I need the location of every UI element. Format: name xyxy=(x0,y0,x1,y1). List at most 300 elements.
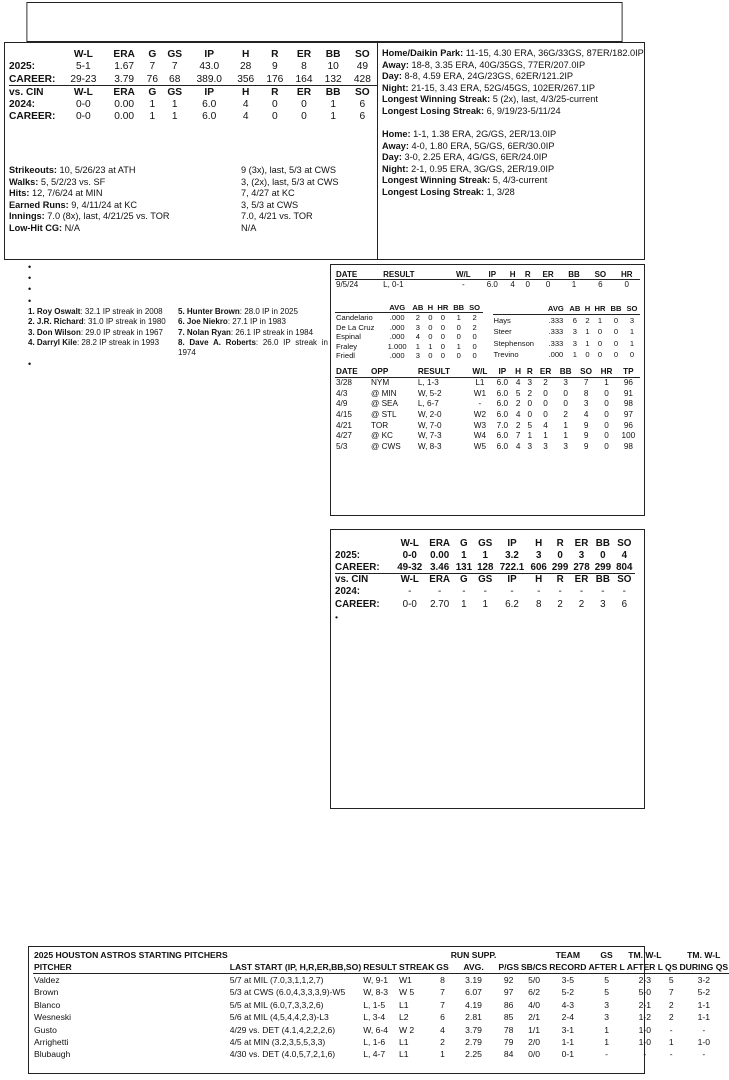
table-cell: 3.2 xyxy=(505,549,519,561)
table-cell: 1 xyxy=(440,1049,445,1060)
table-cell: 4/21 xyxy=(336,420,352,430)
table-cell: 0 xyxy=(563,388,568,398)
table-cell: 9/5/24 xyxy=(336,280,359,290)
table-cell: 1 xyxy=(668,1036,674,1047)
career-high-item: Walks: 5, 5/2/23 vs. SF xyxy=(9,176,106,187)
table-cell: ERA xyxy=(429,574,450,586)
table-cell: .000 xyxy=(389,313,405,323)
table-cell: 28 xyxy=(240,61,252,73)
table-cell xyxy=(335,537,393,549)
dbd-row xyxy=(335,399,640,410)
table-cell: 6/2 xyxy=(528,987,541,998)
table-cell: 7 xyxy=(668,987,674,998)
table-cell: H xyxy=(535,537,543,549)
table-cell: 176 xyxy=(260,73,289,86)
table-cell: AB xyxy=(567,303,583,315)
table-cell: 1 xyxy=(428,341,433,351)
table-cell: BB xyxy=(325,86,341,98)
table-cell: 2 xyxy=(527,388,533,398)
career-high-label: Earned Runs: xyxy=(9,199,69,210)
table-cell: 0 xyxy=(597,350,603,360)
table-cell: IP xyxy=(507,574,517,586)
dbd-row xyxy=(335,420,640,431)
table-cell: 278 xyxy=(571,561,592,573)
table-cell: Hays xyxy=(493,316,511,326)
table-cell: - xyxy=(408,586,412,598)
table-cell: Fraley xyxy=(336,341,358,351)
table-cell: 4/3 xyxy=(336,388,348,398)
table-cell: 76 xyxy=(143,73,162,86)
table-cell: AVG xyxy=(545,303,567,315)
table-cell: 2 xyxy=(472,313,477,323)
table-cell: 96 xyxy=(623,420,633,430)
table-cell: 2.81 xyxy=(465,1012,482,1023)
rotation-panel xyxy=(28,946,729,1074)
table-cell: 0-0 xyxy=(75,98,91,110)
table-cell: 3-5 xyxy=(561,975,575,986)
table-cell: HR xyxy=(614,270,640,280)
table-cell xyxy=(398,949,435,961)
table-cell: 96 xyxy=(623,378,633,388)
table-cell: TOR xyxy=(371,420,389,430)
table-cell: 1 xyxy=(330,111,336,123)
table-cell: 0 xyxy=(272,98,278,110)
table-cell: 0 xyxy=(604,409,609,419)
table-cell: vs. CIN xyxy=(335,574,369,586)
table-cell: 0 xyxy=(604,420,609,430)
table-cell: G xyxy=(460,574,468,586)
table-cell: IP xyxy=(507,537,517,549)
table-cell: 6 xyxy=(359,98,366,110)
table-cell: 1 xyxy=(456,341,461,351)
table-cell: 1.67 xyxy=(114,61,135,73)
table-cell: 2-3 xyxy=(638,975,652,986)
table-cell: RECORD xyxy=(549,962,587,973)
table-cell: TM. W-L xyxy=(687,950,721,961)
table-cell: 0/0 xyxy=(528,1049,541,1060)
table-cell: 6 xyxy=(572,316,577,326)
dbd-row xyxy=(335,388,640,399)
table-cell: 4.19 xyxy=(465,999,482,1010)
dbd-row xyxy=(335,409,640,420)
table-cell: R xyxy=(556,574,564,586)
career-high-item: Hits: 12, 7/6/24 at MIN xyxy=(9,188,103,198)
table-cell: ER xyxy=(574,537,589,549)
vs-cin-row xyxy=(9,111,377,124)
table-cell: GS xyxy=(436,962,449,973)
note-bullet: • xyxy=(28,284,32,295)
table-cell: W, 2-0 xyxy=(417,409,442,419)
table-cell: L, 1-6 xyxy=(363,1036,386,1047)
table-cell: 0 xyxy=(428,313,433,323)
table-cell: - xyxy=(438,586,442,598)
split-label: Longest Losing Streak: xyxy=(382,186,485,197)
table-cell: R xyxy=(520,270,535,280)
table-cell: 4 xyxy=(510,280,515,290)
split-item: Day: 8-8, 4.59 ERA, 24G/23GS, 62ER/121.2IP xyxy=(382,71,574,81)
table-cell: 0 xyxy=(585,350,590,360)
notes-column xyxy=(28,262,328,370)
table-cell: Trevino xyxy=(493,350,519,360)
table-cell: .333 xyxy=(548,316,564,326)
streak-name: Darryl Kile xyxy=(36,338,77,348)
dbd-row xyxy=(335,441,640,452)
table-cell xyxy=(435,949,449,961)
table-cell: 4/27 xyxy=(336,431,352,441)
table-cell: 5/6 at MIL (4,5,4,4,2,3)-L3 xyxy=(229,1012,329,1023)
table-cell: GS xyxy=(167,86,183,98)
stats-row xyxy=(9,73,377,86)
hunter-brown-stats-panel xyxy=(4,42,645,260)
table-cell: ER xyxy=(535,270,561,280)
table-cell: 3.79 xyxy=(106,73,143,86)
table-cell: 0 xyxy=(604,388,609,398)
table-cell: 804 xyxy=(614,561,635,573)
table-cell: ER xyxy=(536,367,556,378)
table-cell: - xyxy=(510,586,514,598)
table-cell: 5-0 xyxy=(638,987,652,998)
table-cell: 1-0 xyxy=(638,1036,652,1047)
stats-row xyxy=(9,61,377,74)
streak-rank: 3. xyxy=(28,327,37,337)
table-cell: 0 xyxy=(613,327,619,337)
table-cell: .000 xyxy=(548,350,564,360)
table-cell: 100 xyxy=(621,431,636,441)
table-cell: 9 xyxy=(272,61,278,73)
table-cell: 1 xyxy=(149,111,156,123)
table-cell: OPP xyxy=(370,367,417,378)
table-cell: Valdez xyxy=(34,975,60,986)
table-cell: 7 xyxy=(440,987,445,998)
streak-entry: 4. Darryl Kile: 28.2 IP streak in 1993 xyxy=(28,338,160,348)
table-cell: 0.00 xyxy=(430,549,450,561)
split-item: Longest Winning Streak: 5 (2x), last, 4/3/25-current xyxy=(382,94,598,104)
streak-row xyxy=(28,307,328,317)
streak-entry: 2. J.R. Richard: 31.0 IP streak in 1980 xyxy=(28,317,166,327)
table-cell: 0 xyxy=(527,409,533,419)
vs-cin-row xyxy=(9,98,377,111)
season-high-item: 7.0, 4/21 vs. TOR xyxy=(241,211,313,221)
table-cell: .000 xyxy=(389,332,405,342)
table-cell: W 2 xyxy=(398,1024,415,1035)
table-cell: Wesneski xyxy=(34,1012,72,1023)
table-cell: 5-2 xyxy=(561,987,575,998)
table-cell: SB/CS xyxy=(520,962,548,973)
table-cell: W, 8-3 xyxy=(417,441,442,451)
table-cell: 0 xyxy=(563,399,568,409)
table-cell: 0 xyxy=(613,316,619,326)
table-cell: 98 xyxy=(623,399,633,409)
hitter-row xyxy=(335,322,483,332)
table-cell: L, 1-5 xyxy=(363,999,386,1010)
split-label: Longest Winning Streak: xyxy=(382,94,491,104)
table-cell: 84 xyxy=(503,1049,514,1060)
table-cell: 2.70 xyxy=(430,598,450,610)
mcc-header-row xyxy=(335,537,635,549)
table-cell: 2 xyxy=(585,316,590,326)
table-cell: - xyxy=(669,1049,673,1060)
table-cell: 1-1 xyxy=(561,1036,575,1047)
table-cell: GS xyxy=(478,537,493,549)
table-cell: De La Cruz xyxy=(336,322,375,332)
streak-name: Don Wilson xyxy=(36,327,81,337)
table-cell: 2025 HOUSTON ASTROS STARTING PITCHERS xyxy=(34,950,228,961)
streak-entry: 5. Hunter Brown: 28.0 IP in 2025 xyxy=(178,306,298,316)
table-cell: 0-0 xyxy=(402,598,417,610)
table-cell: 0 xyxy=(440,322,445,332)
table-cell: W2 xyxy=(473,409,487,419)
table-cell: 299 xyxy=(549,561,570,573)
table-cell: 0 xyxy=(527,399,533,409)
career-high-item: Low-Hit CG: N/A xyxy=(9,222,80,233)
mcc-vs-header-row xyxy=(335,574,635,586)
table-cell: IP xyxy=(204,86,215,98)
table-cell: P/GS xyxy=(498,962,519,973)
split-label: Away: xyxy=(382,59,409,70)
table-cell: BB xyxy=(555,367,575,378)
split-label: Longest Winning Streak: xyxy=(382,175,491,185)
table-cell: DURING QS xyxy=(679,962,729,973)
table-cell: 0 xyxy=(428,332,433,342)
table-cell: 3 xyxy=(604,999,609,1010)
streak-rank: 2. xyxy=(28,317,37,327)
streak-entry: 3. Don Wilson: 29.0 IP streak in 1967 xyxy=(28,327,163,337)
table-cell: 1 xyxy=(629,327,635,337)
rotation-row xyxy=(33,974,729,986)
table-cell: GS xyxy=(478,574,493,586)
hitter-row xyxy=(335,342,483,352)
table-cell: 1 xyxy=(482,598,488,610)
table-cell: 1 xyxy=(482,549,488,561)
table-cell: 3 xyxy=(527,378,533,388)
table-cell: 1.000 xyxy=(387,341,407,351)
table-cell: 0 xyxy=(597,327,603,337)
table-cell: 2025: xyxy=(335,549,361,561)
table-cell: 0 xyxy=(613,350,619,360)
table-cell: 0 xyxy=(440,341,445,351)
table-cell: DATE xyxy=(335,270,382,280)
table-cell: BB xyxy=(608,303,624,315)
table-cell: 0 xyxy=(597,338,603,348)
table-cell: R xyxy=(271,48,279,60)
table-cell: 1 xyxy=(563,431,568,441)
table-cell: 6.0 xyxy=(202,98,217,110)
table-cell: AVG xyxy=(384,303,410,313)
table-cell: 3 xyxy=(543,441,548,451)
table-cell: 7 xyxy=(583,378,589,388)
table-cell: 6.07 xyxy=(465,987,482,998)
table-cell: W-L xyxy=(400,574,419,586)
streak-entry: 1. Roy Oswalt: 32.1 IP streak in 2008 xyxy=(28,306,163,316)
career-high-item: Strikeouts: 10, 5/26/23 at ATH xyxy=(9,165,136,175)
divider xyxy=(377,43,378,259)
mcc-vs-row xyxy=(335,586,635,598)
table-cell: RESULT xyxy=(417,367,467,378)
split-label: Night: xyxy=(382,163,409,174)
hitter-row xyxy=(335,351,483,361)
table-cell: L1 xyxy=(398,999,409,1010)
table-cell: L, 1-3 xyxy=(417,378,439,388)
table-cell: @ MIN xyxy=(371,388,397,398)
table-cell: 0 xyxy=(440,351,445,361)
table-cell: 6.0 xyxy=(486,280,498,290)
table-cell: 0-0 xyxy=(402,549,417,561)
streak-rank: 6. xyxy=(178,317,187,327)
table-cell: 4 xyxy=(621,549,628,561)
mccullers-bullet: • xyxy=(335,612,339,623)
table-cell: 3 xyxy=(563,441,568,451)
table-cell: TP xyxy=(617,367,640,378)
note-bullet: • xyxy=(28,358,32,369)
table-cell xyxy=(229,949,362,961)
table-cell: L1 xyxy=(475,378,485,388)
table-cell: 3 xyxy=(572,338,577,348)
streak-row xyxy=(28,317,328,327)
dbd-header-row xyxy=(335,367,640,378)
table-cell: G xyxy=(460,537,468,549)
table-cell: L, 4-7 xyxy=(363,1049,386,1060)
table-cell: 1 xyxy=(527,431,533,441)
table-cell: - xyxy=(462,586,466,598)
season-high-item: N/A xyxy=(241,222,257,233)
table-cell: AFTER L xyxy=(588,962,625,973)
table-cell xyxy=(335,303,384,313)
table-cell: 3 xyxy=(415,322,421,332)
table-cell: 68 xyxy=(162,73,187,86)
table-cell: 43.0 xyxy=(199,61,220,73)
table-cell: 2 xyxy=(472,322,477,332)
table-cell: W, 5-2 xyxy=(417,388,442,398)
table-cell: R xyxy=(556,537,564,549)
rotation-header-row xyxy=(33,961,729,973)
table-cell: 3-1 xyxy=(561,1024,575,1035)
table-cell: RESULT xyxy=(363,962,397,973)
hitter-row xyxy=(493,326,641,338)
table-cell: 6 xyxy=(440,1012,445,1023)
table-cell: 722.1 xyxy=(496,561,528,573)
table-cell: 3 xyxy=(600,598,606,610)
table-cell: 1-1 xyxy=(697,1012,710,1023)
table-cell: ERA xyxy=(429,537,450,549)
table-cell: 9 xyxy=(583,420,589,430)
table-cell: - xyxy=(605,1049,609,1060)
table-cell: 1-0 xyxy=(697,1036,710,1047)
table-cell: PITCHER xyxy=(33,961,229,973)
table-cell: Arrighetti xyxy=(34,1036,69,1047)
rotation-row xyxy=(33,1023,729,1035)
table-cell: 4 xyxy=(583,409,589,419)
hitter-row xyxy=(335,332,483,342)
table-cell: 0 xyxy=(301,111,307,123)
career-misc-right xyxy=(241,165,381,234)
brown-vs-reds-table xyxy=(335,270,640,289)
season-high-item: 3, 5/3 at CWS xyxy=(241,199,299,210)
table-cell: 3.46 xyxy=(426,561,453,573)
table-cell: W/L xyxy=(467,367,492,378)
streak-name: Joe Niekro xyxy=(186,317,228,327)
table-cell: W, 9-1 xyxy=(363,975,389,986)
table-cell: 4/9 xyxy=(336,399,348,409)
table-cell: 0 xyxy=(600,549,606,561)
table-cell: W 5 xyxy=(398,987,415,998)
season-stats-table xyxy=(9,48,377,123)
brown-vs-reds-panel xyxy=(330,264,645,516)
table-cell: ER xyxy=(296,48,312,60)
table-cell: - xyxy=(601,586,605,598)
table-cell: 6 xyxy=(598,280,603,290)
table-cell: 6.0 xyxy=(202,111,217,123)
streak-name: Hunter Brown xyxy=(186,306,240,316)
table-cell: H xyxy=(505,270,520,280)
table-cell: Brown xyxy=(34,987,59,998)
mcc-row xyxy=(335,561,635,573)
rotation-row xyxy=(33,1048,729,1060)
table-cell: - xyxy=(622,586,626,598)
table-cell: 606 xyxy=(528,561,549,573)
table-cell: ERA xyxy=(113,48,135,60)
table-cell: W-L xyxy=(400,537,419,549)
table-cell: 6.0 xyxy=(496,409,509,419)
table-cell: 49 xyxy=(356,61,369,73)
table-cell: 2 xyxy=(543,378,548,388)
table-cell: 0 xyxy=(272,111,278,123)
career-high-label: Walks: xyxy=(9,176,39,187)
streak-name: Nolan Ryan xyxy=(186,327,231,337)
dbd-row xyxy=(335,430,640,441)
table-cell: 7 xyxy=(149,61,156,73)
table-cell: 2 xyxy=(557,598,563,610)
table-cell: Stephenson xyxy=(493,338,535,348)
table-cell: L, 0-1 xyxy=(383,280,404,290)
table-cell: 5/7 at MIL (7.0,3,1,1,2,7) xyxy=(229,975,324,986)
table-cell: 79 xyxy=(503,1036,514,1047)
table-cell: 4/29 vs. DET (4.1,4,2,2,2,6) xyxy=(229,1024,336,1035)
table-cell: 1 xyxy=(604,378,609,388)
table-cell: 4 xyxy=(515,441,521,451)
career-high-label: Low-Hit CG: xyxy=(9,222,63,233)
split-item: Longest Winning Streak: 5, 4/3-current xyxy=(382,175,548,185)
table-cell: 0 xyxy=(440,332,445,342)
table-cell: ER xyxy=(296,86,312,98)
rotation-row xyxy=(33,999,729,1011)
table-cell: 4 xyxy=(515,378,521,388)
season-high-item: 3, (2x), last, 5/3 at CWS xyxy=(241,176,339,187)
table-cell: SO xyxy=(355,86,370,98)
table-cell: @ STL xyxy=(371,409,397,419)
table-cell: QS xyxy=(665,962,678,973)
table-cell: W3 xyxy=(473,420,487,430)
table-cell: 5 xyxy=(604,987,609,998)
table-cell: 1 xyxy=(149,98,156,110)
table-cell: 0 xyxy=(604,441,609,451)
table-cell: 0 xyxy=(543,388,548,398)
table-cell: 5/3 xyxy=(336,441,348,451)
table-cell: 3-2 xyxy=(697,975,710,986)
table-cell: H xyxy=(242,48,250,60)
table-cell: 1 xyxy=(604,1036,609,1047)
table-cell: G xyxy=(148,48,157,60)
table-cell: 97 xyxy=(623,409,633,419)
table-cell: 3 xyxy=(629,316,635,326)
table-cell: 6.0 xyxy=(496,399,509,409)
table-cell: AFTER L xyxy=(626,962,664,973)
table-cell: 5/3 at CWS (6.0,4,3,3,3,9)-W5 xyxy=(229,987,346,998)
streak-rank: 1. xyxy=(28,306,37,316)
table-cell: 2-1 xyxy=(638,999,652,1010)
table-cell: ERA xyxy=(113,86,135,98)
table-cell xyxy=(520,949,548,961)
table-cell: 6.2 xyxy=(505,598,519,610)
